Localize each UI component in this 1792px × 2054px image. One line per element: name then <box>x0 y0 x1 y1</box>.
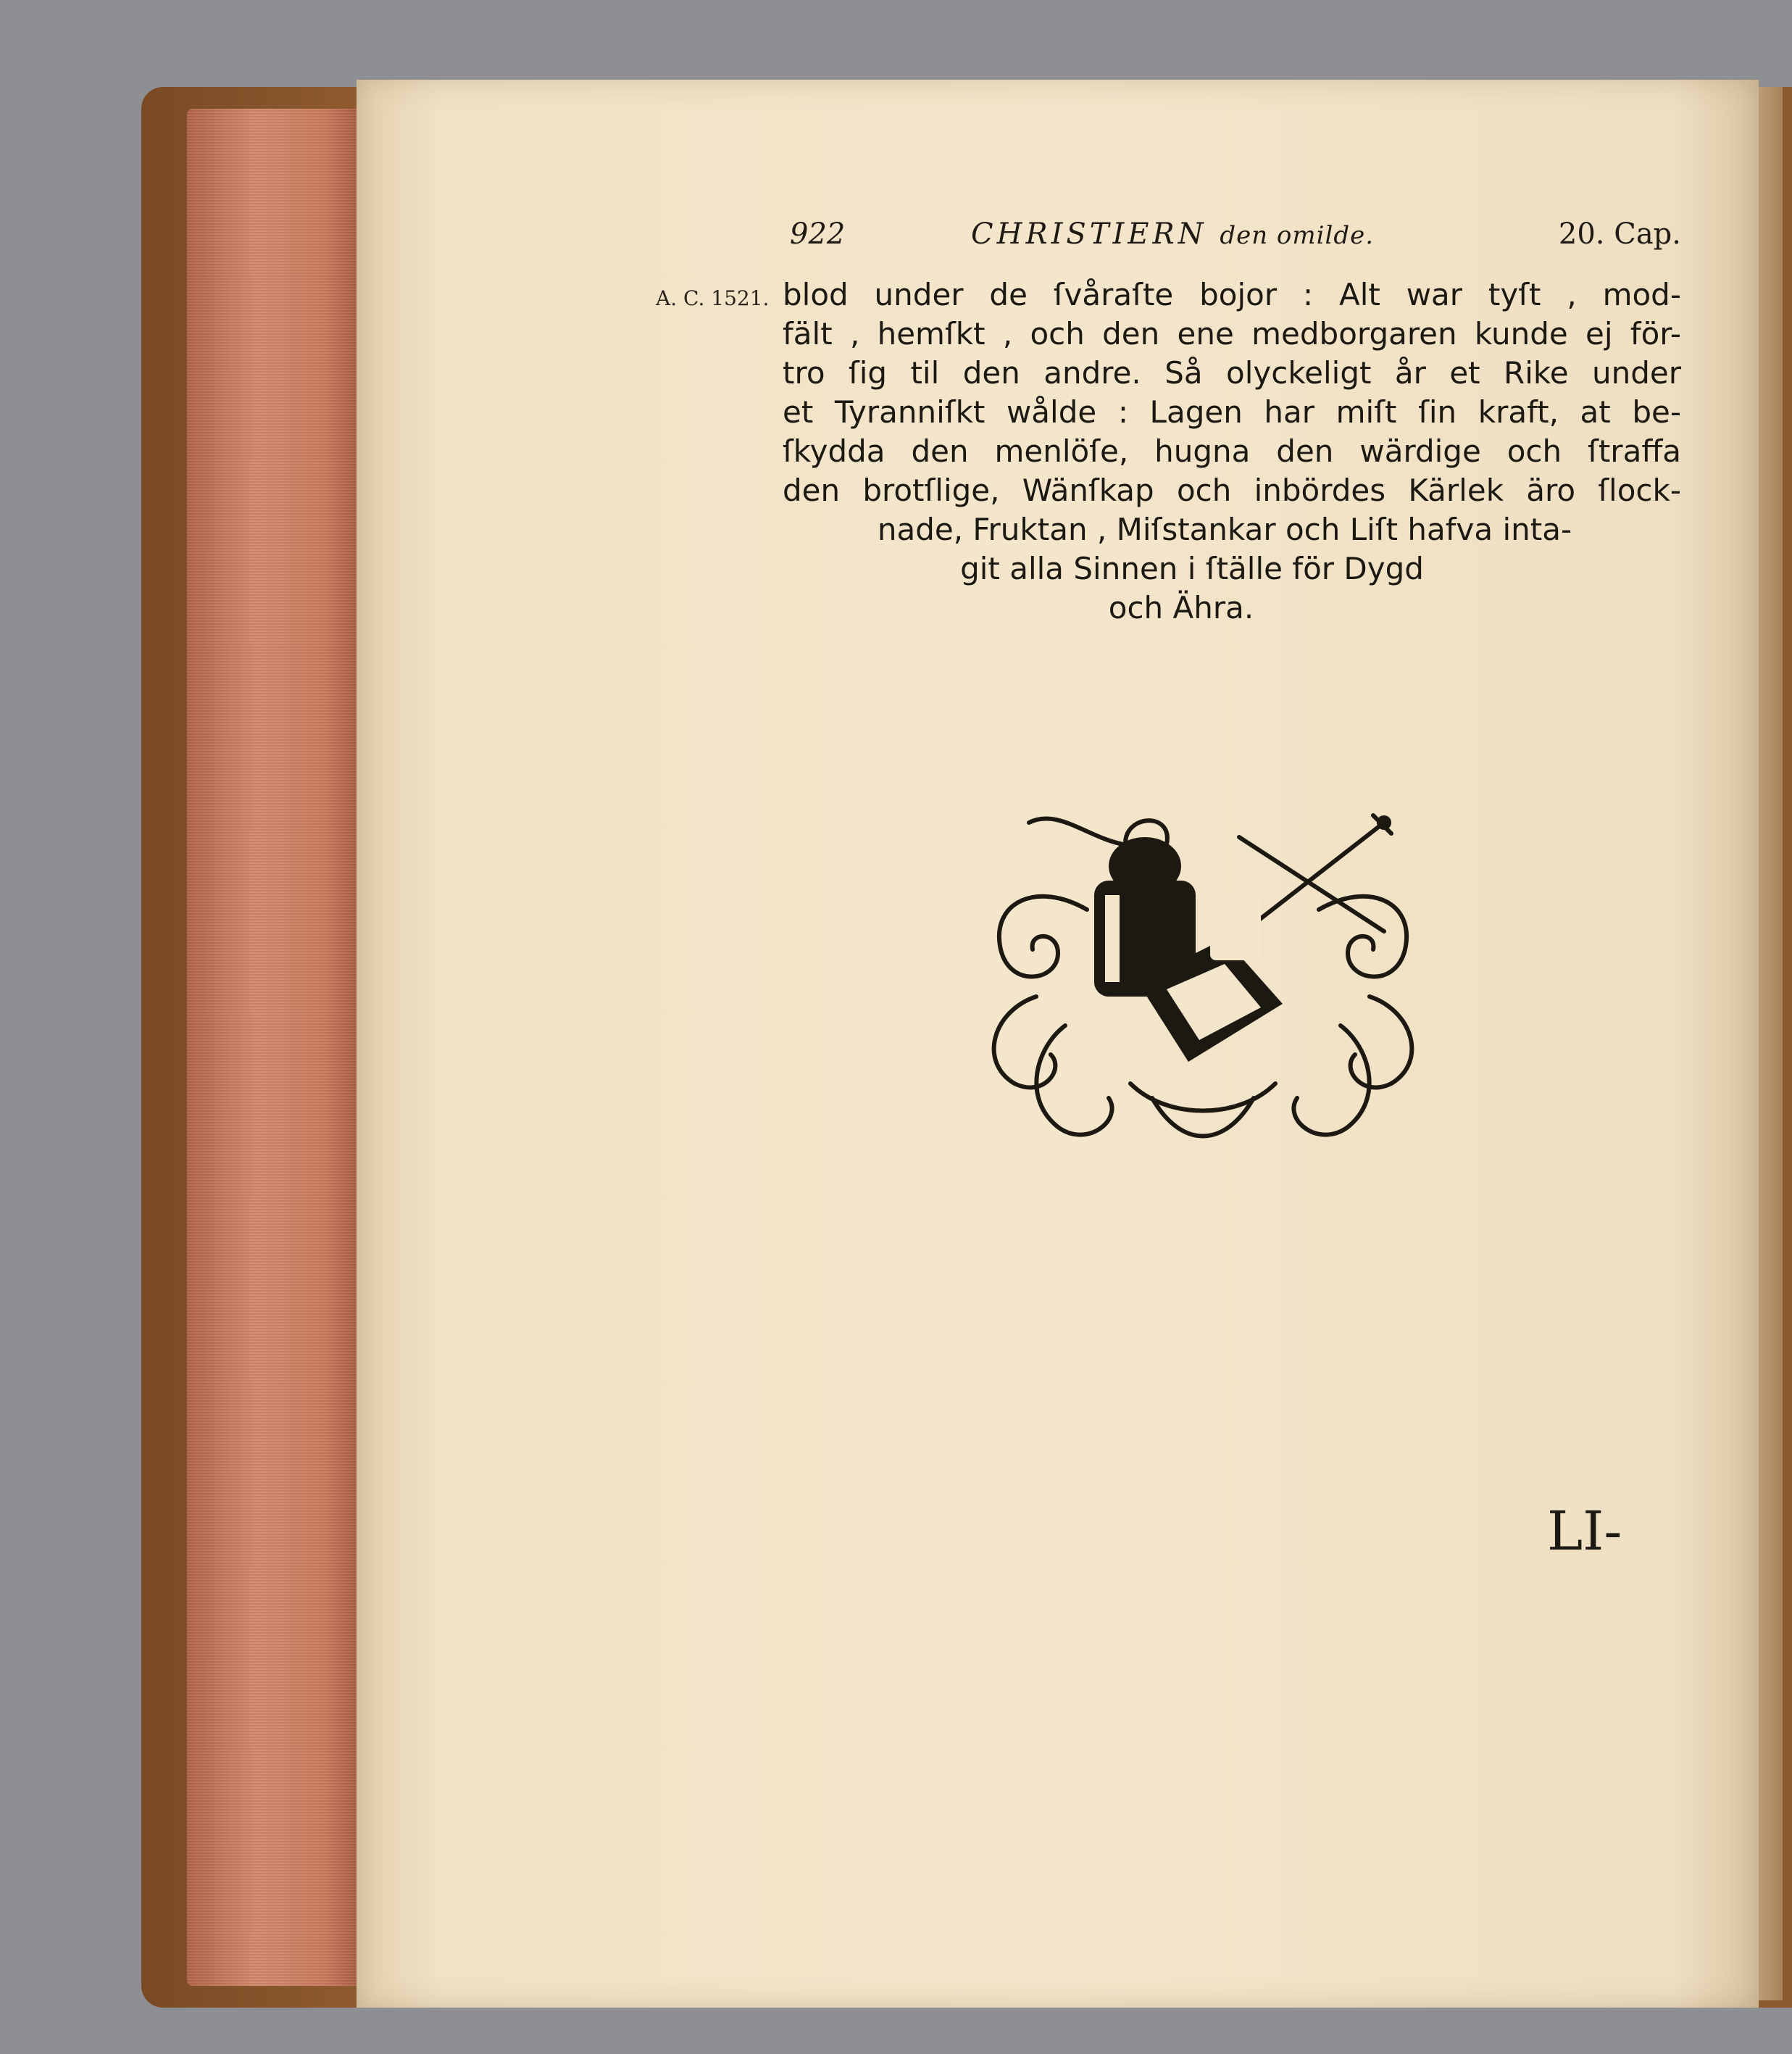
text-line: ſkydda den menlöſe, hugna den wärdige och ſtraffa <box>783 433 1681 469</box>
page-number: 922 <box>790 217 846 251</box>
margin-note-year: A. C. 1521. <box>656 286 770 310</box>
text-line: nade, Fruktan , Miſstankar och Liſt hafva inta- <box>877 512 1572 547</box>
text-line: och Ähra. <box>1108 590 1254 625</box>
page-fore-edge <box>187 109 361 1986</box>
chapter-label: 20. Cap. <box>1558 217 1681 251</box>
catchword: LI- <box>1547 1500 1622 1563</box>
text-line: tro ſig til den andre. Så olyckeligt år et Rike under <box>783 355 1681 391</box>
text-line: blod under de ſvåraſte bojor : Alt war tyſt , mod- <box>783 277 1681 312</box>
body-text <box>783 275 1681 628</box>
text-line: den brotſlige, Wänſkap och inbördes Kärlek äro ſlock- <box>783 473 1681 508</box>
text-line: git alla Sinnen i ſtälle för Dygd <box>960 551 1424 586</box>
text-line: et Tyranniſkt wålde : Lagen har miſt ſin kraft, at be- <box>783 394 1681 430</box>
text-line: fält , hemſkt , och den ene medborgaren kunde ej för- <box>783 316 1681 352</box>
running-title: CHRISTIERN den omilde. <box>971 217 1375 251</box>
woodcut-ornament-icon <box>949 808 1456 1171</box>
